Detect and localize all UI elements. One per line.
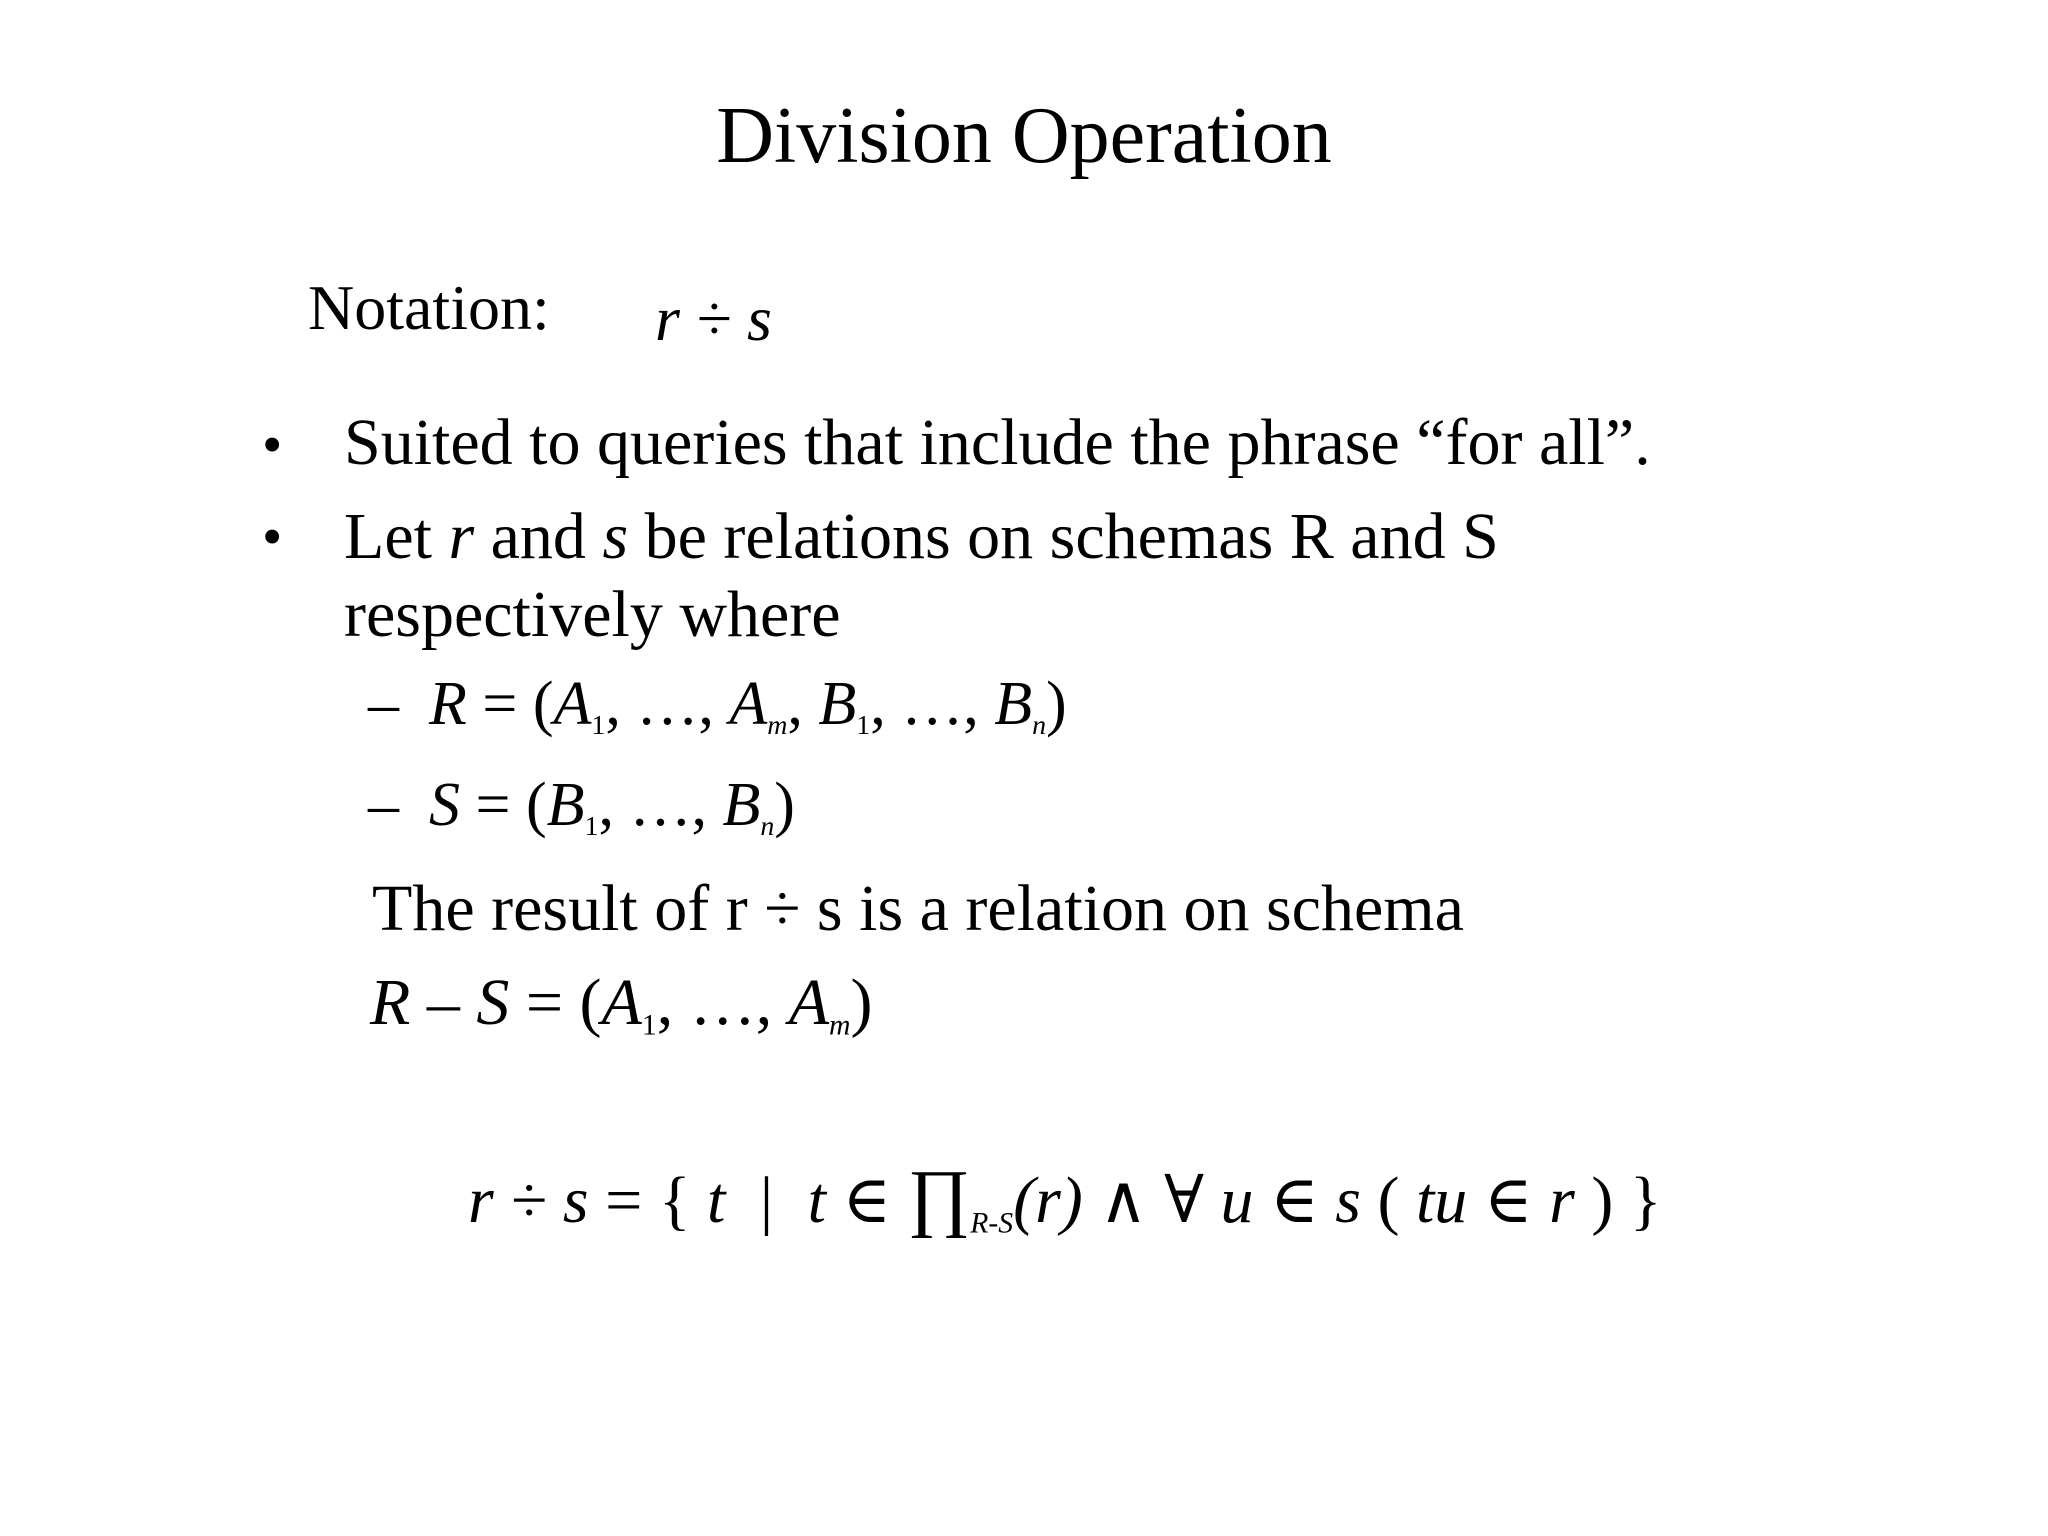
bullet-text-for-all: Suited to queries that include the phrase “for all”.: [344, 406, 1651, 479]
attribute-subscript: n: [1032, 709, 1047, 741]
attribute: A: [553, 670, 592, 738]
formula-token: |: [743, 1164, 790, 1237]
bullet-text-relations: [344, 500, 1499, 573]
attribute-subscript: m: [829, 1009, 851, 1042]
schema-name: R: [429, 670, 467, 738]
separator: ): [1046, 670, 1067, 738]
formula-token: s: [1335, 1164, 1361, 1237]
text-run: be relations on schemas R and S: [628, 500, 1499, 573]
schema-name: S: [429, 771, 460, 839]
slide-title: Division Operation: [716, 92, 1332, 180]
minus-sign: –: [410, 966, 477, 1039]
attribute-subscript: 1: [584, 810, 599, 842]
formula-token: ∧: [1082, 1164, 1165, 1237]
separator: , …,: [598, 771, 723, 839]
attribute: B: [722, 771, 761, 839]
projection-symbol: ∏: [907, 1155, 971, 1239]
formula-token: (: [1360, 1164, 1416, 1237]
formula-lhs: r ÷ s: [468, 1164, 589, 1237]
separator: ): [774, 771, 795, 839]
bullet-marker: •: [262, 504, 283, 569]
notation-label: Notation:: [308, 272, 550, 343]
text-run: and: [474, 500, 603, 573]
formula-token: = {: [588, 1164, 707, 1237]
formula-token: t: [707, 1164, 726, 1237]
separator: ,: [787, 670, 819, 738]
formula-token: ∈: [825, 1164, 908, 1237]
attribute-subscript: 1: [856, 709, 871, 741]
equals-open: = (: [460, 771, 547, 839]
schema-name: R: [370, 966, 411, 1039]
formula-token: (r): [1013, 1164, 1083, 1237]
separator: , …,: [870, 670, 995, 738]
equals-open: = (: [509, 966, 602, 1039]
equals-open: = (: [466, 670, 554, 738]
formula-token: ∈: [1467, 1164, 1550, 1237]
formula-token: t: [807, 1164, 826, 1237]
text-run: Let: [344, 500, 449, 573]
projection-subscript: R-S: [970, 1207, 1014, 1240]
dash-marker: –: [368, 670, 399, 738]
attribute-subscript: 1: [591, 709, 606, 741]
formula-token: u: [1220, 1164, 1254, 1237]
division-formula: [468, 1155, 1662, 1240]
formula-token: r: [1549, 1164, 1575, 1237]
attribute: A: [788, 966, 830, 1039]
result-description: The result of r ÷ s is a relation on schema: [372, 872, 1464, 945]
relation-s: s: [602, 500, 629, 573]
attribute-subscript: n: [760, 810, 775, 842]
attribute: A: [729, 670, 768, 738]
bullet-text-continuation: respectively where: [344, 578, 841, 651]
separator: , …,: [656, 966, 789, 1039]
formula-token: ∀: [1164, 1164, 1221, 1237]
attribute: A: [601, 966, 642, 1039]
formula-token: ∈: [1253, 1164, 1336, 1237]
formula-token: ) }: [1574, 1164, 1662, 1237]
attribute: B: [994, 670, 1033, 738]
relation-r: r: [448, 500, 475, 573]
schema-name: S: [476, 966, 510, 1039]
schema-s-definition: [368, 771, 795, 842]
attribute-subscript: 1: [641, 1009, 657, 1042]
bullet-marker: •: [262, 412, 283, 477]
formula-token: tu: [1415, 1164, 1468, 1237]
attribute: B: [818, 670, 857, 738]
schema-r-definition: [368, 670, 1067, 741]
dash-marker: –: [368, 771, 399, 839]
attribute: B: [546, 771, 585, 839]
attribute-subscript: m: [767, 709, 788, 741]
notation-expression: r ÷ s: [655, 283, 772, 354]
separator: ): [850, 966, 873, 1039]
separator: , …,: [605, 670, 730, 738]
result-schema: [370, 966, 873, 1042]
